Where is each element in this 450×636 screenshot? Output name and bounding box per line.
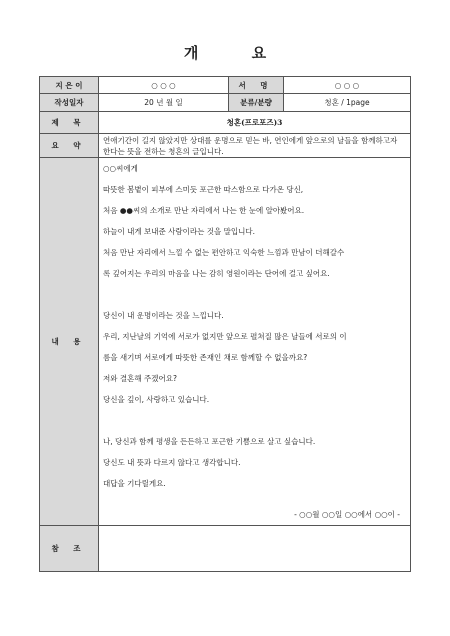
reference-value xyxy=(99,526,411,572)
date-value: 20 년 월 일 xyxy=(99,94,229,112)
content-label: 내 용 xyxy=(40,158,99,526)
letter-line: 처음 ●●씨의 소개로 만난 자리에서 나는 한 눈에 알아봤어요. xyxy=(103,206,305,215)
letter-blank-line xyxy=(103,284,406,305)
letter-blank-line xyxy=(103,410,406,431)
letter-line: 처음 만난 자리에서 느낄 수 없는 편안하고 익숙한 느낌과 만남이 더해갈수 xyxy=(103,248,345,257)
category-value: 청혼 / 1page xyxy=(284,94,411,112)
summary-form xyxy=(39,76,411,572)
letter-line: 저와 결혼해 주겠어요? xyxy=(103,374,177,383)
letter-line: 대답을 기다릴게요. xyxy=(103,479,166,488)
letter-line: ○○씨에게 xyxy=(103,164,138,173)
letter-line: 하늘이 내게 보내준 사람이라는 것을 말입니다. xyxy=(103,227,255,236)
letter-line: 나, 당신과 함께 평생을 든든하고 포근한 기쁨으로 살고 싶습니다. xyxy=(103,437,316,446)
letter-body xyxy=(99,158,411,526)
letter-signature: - ○○월 ○○일 ○○에서 ○○이 - xyxy=(294,510,400,519)
letter-lines xyxy=(103,158,406,494)
author-value: ○ ○ ○ xyxy=(99,77,229,94)
letter-line: 록 깊어지는 우리의 마음을 나는 감히 영원이라는 단어에 걸고 싶어요. xyxy=(103,269,330,278)
reference-label: 참 조 xyxy=(40,526,99,572)
letter-line: 름을 새기며 서로에게 따뜻한 존재인 채로 함께할 수 없을까요? xyxy=(103,353,308,362)
signature-label: 서 명 xyxy=(229,77,284,94)
letter-line: 우리, 지난날의 기억에 서로가 없지만 앞으로 펼쳐질 많은 날들에 서로의 이 xyxy=(103,332,347,341)
summary-label: 요 약 xyxy=(40,134,99,158)
subject-value: 청혼(프로포즈)3 xyxy=(99,112,411,134)
summary-value: 연애기간이 길지 않았지만 상대를 운명으로 믿는 바, 연인에게 앞으로의 날들을 함께하고자 한다는 뜻을 전하는 청혼의 글입니다. xyxy=(99,134,411,158)
subject-label: 제 목 xyxy=(40,112,99,134)
letter-line: 당신도 내 뜻과 다르지 않다고 생각합니다. xyxy=(103,458,241,467)
author-label: 지 은 이 xyxy=(40,77,99,94)
letter-line: 당신이 내 운명이라는 것을 느낍니다. xyxy=(103,311,224,320)
category-label: 분류/분량 xyxy=(229,94,284,112)
letter-line: 따뜻한 봄볕이 피부에 스미듯 포근한 따스함으로 다가온 당신, xyxy=(103,185,304,194)
date-label: 작성일자 xyxy=(40,94,99,112)
page-title: 개 요 xyxy=(183,44,291,62)
letter-line: 당신을 깊이, 사랑하고 있습니다. xyxy=(103,395,210,404)
signature-value: ○ ○ ○ xyxy=(284,77,411,94)
